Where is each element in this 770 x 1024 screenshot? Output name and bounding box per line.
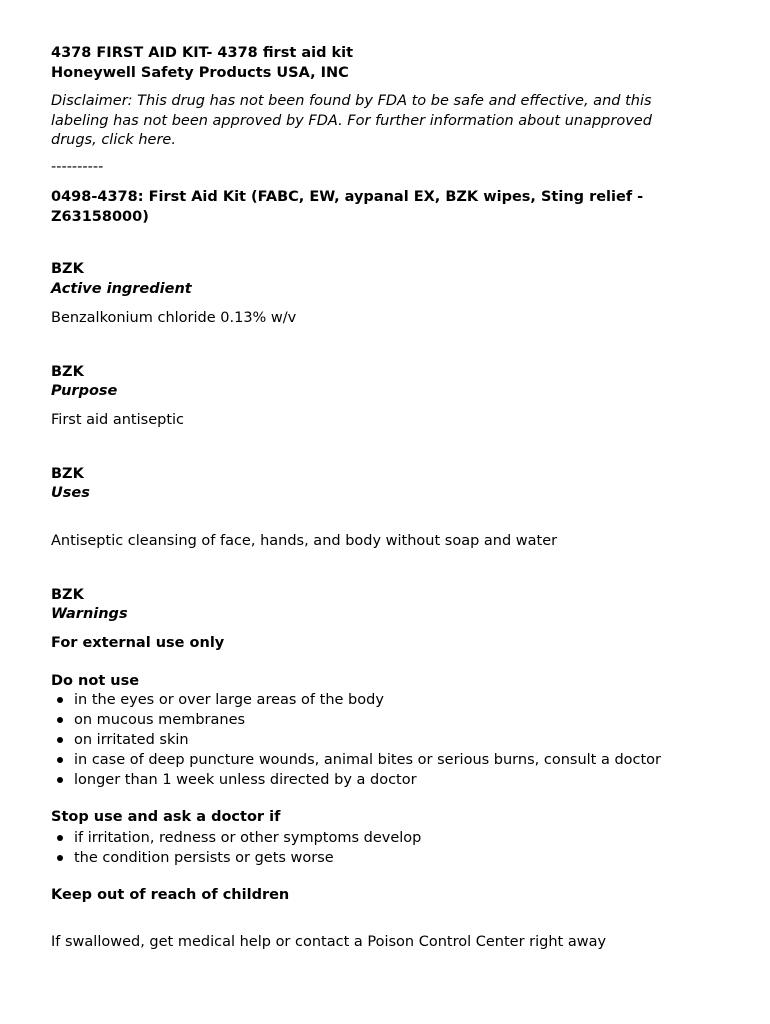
section-divider: ---------- — [51, 159, 104, 175]
list-item-text: if irritation, redness or other symptoms develop — [74, 830, 422, 846]
list-item — [51, 828, 711, 848]
list-item-text: longer than 1 week unless directed by a doctor — [74, 772, 417, 788]
list-item-text: in the eyes or over large areas of the body — [74, 692, 384, 708]
list-item — [51, 848, 711, 868]
bullet-icon — [57, 855, 63, 861]
do-not-use-heading: Do not use — [51, 673, 140, 689]
stop-use-list — [51, 828, 711, 868]
active-ingredient-heading: Active ingredient — [51, 281, 192, 297]
purpose-heading: Purpose — [51, 383, 118, 399]
list-item — [51, 730, 711, 750]
active-ingredient-text: Benzalkonium chloride 0.13% w/v — [51, 310, 297, 326]
swallowed-text: If swallowed, get medical help or contact a Poison Control Center right away — [51, 934, 607, 950]
warnings-heading: Warnings — [51, 606, 128, 622]
list-item-text: in case of deep puncture wounds, animal bites or serious burns, consult a doctor — [74, 752, 662, 768]
uses-heading: Uses — [51, 485, 90, 501]
purpose-text: First aid antiseptic — [51, 412, 185, 428]
uses-label: BZK — [51, 466, 84, 482]
purpose-label: BZK — [51, 364, 84, 380]
list-item — [51, 690, 711, 710]
uses-text: Antiseptic cleansing of face, hands, and body without soap and water — [51, 533, 558, 549]
bullet-icon — [57, 737, 63, 743]
bullet-icon — [57, 757, 63, 763]
list-item-text: on mucous membranes — [74, 712, 246, 728]
warnings-label: BZK — [51, 587, 84, 603]
bullet-icon — [57, 835, 63, 841]
bullet-icon — [57, 777, 63, 783]
list-item — [51, 710, 711, 730]
stop-use-heading: Stop use and ask a doctor if — [51, 809, 281, 825]
product-heading: 0498-4378: First Aid Kit (FABC, EW, aypanal EX, BZK wipes, Sting relief - Z63158000) — [51, 189, 644, 225]
external-use-heading: For external use only — [51, 635, 225, 651]
keep-out-heading: Keep out of reach of children — [51, 887, 290, 903]
disclaimer-text[interactable]: Disclaimer: This drug has not been found by FDA to be safe and effective, and this labeling has not been approved by FDA. For further information about unapproved drugs, click here. — [51, 93, 652, 148]
document-title: 4378 FIRST AID KIT- 4378 first aid kit — [51, 45, 354, 61]
company-name: Honeywell Safety Products USA, INC — [51, 65, 349, 81]
list-item — [51, 770, 711, 790]
list-item-text: the condition persists or gets worse — [74, 850, 334, 866]
active-ingredient-label: BZK — [51, 261, 84, 277]
bullet-icon — [57, 697, 63, 703]
bullet-icon — [57, 717, 63, 723]
do-not-use-list — [51, 690, 711, 790]
list-item-text: on irritated skin — [74, 732, 189, 748]
list-item — [51, 750, 711, 770]
